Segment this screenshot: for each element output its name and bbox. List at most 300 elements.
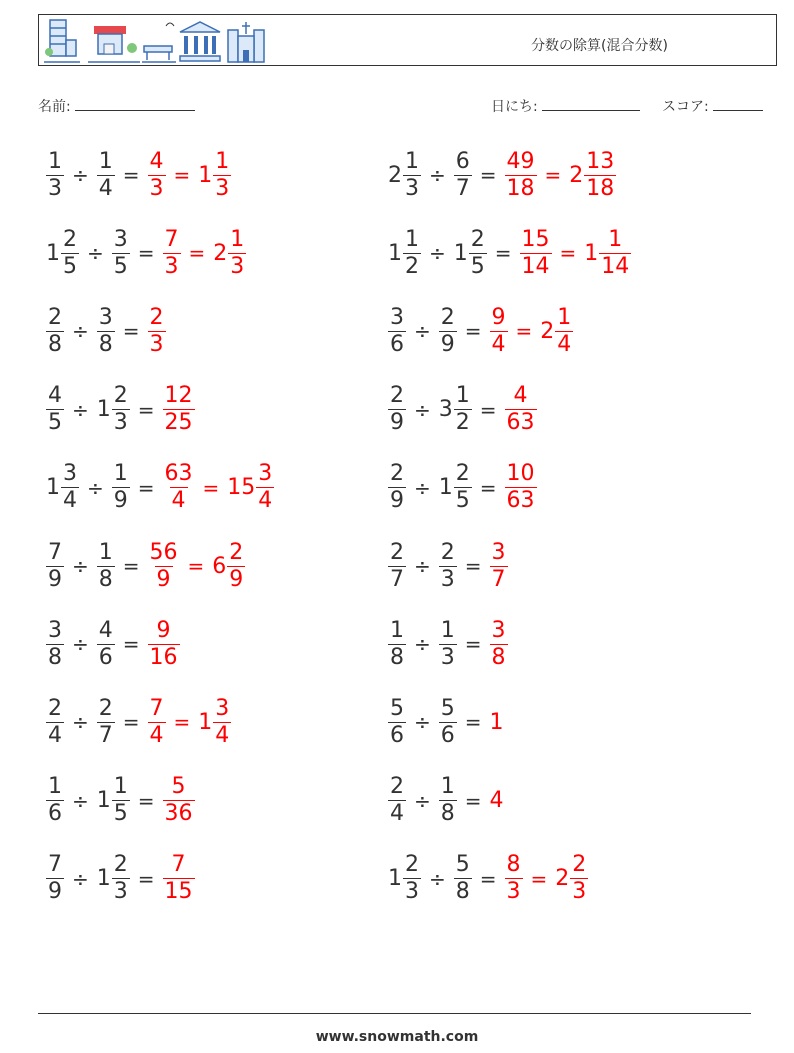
numerator: 1: [48, 774, 62, 800]
whole-number: 1: [46, 240, 60, 266]
problem-item: [46, 218, 246, 288]
numerator: 1: [48, 148, 62, 174]
answer-term: [505, 463, 537, 512]
problem-item: [388, 687, 505, 757]
fraction: [505, 385, 537, 434]
denominator: 4: [557, 331, 572, 357]
fraction: [505, 854, 523, 903]
fraction: [46, 695, 64, 748]
fraction: [46, 148, 64, 201]
equals-sign: =: [122, 163, 140, 187]
answer-term: [569, 148, 616, 201]
market-stall-icon: [88, 26, 140, 62]
fraction: [454, 463, 472, 512]
numerator: 2: [63, 226, 77, 252]
answer-term: [163, 226, 181, 279]
fraction: [46, 385, 64, 434]
fraction: [555, 304, 573, 357]
equals-sign: =: [544, 163, 562, 187]
fraction: [97, 304, 115, 357]
divide-sign: ÷: [414, 397, 431, 422]
equals-sign: =: [559, 241, 577, 266]
denominator: 16: [149, 644, 178, 670]
fraction: [163, 463, 195, 512]
numerator: 1: [608, 226, 623, 252]
denominator: 8: [455, 879, 470, 905]
fraction: [388, 463, 406, 512]
numerator: 7: [48, 539, 62, 565]
divide-sign: ÷: [72, 866, 89, 891]
score-label: スコア:: [662, 99, 709, 115]
denominator: 5: [455, 488, 470, 514]
problem-item: [388, 375, 537, 445]
answer-term: [490, 788, 505, 813]
operand: [46, 776, 64, 825]
numerator: 1: [440, 617, 455, 643]
numerator: 1: [215, 148, 230, 174]
equals-sign: =: [479, 163, 497, 187]
operand: [46, 695, 64, 748]
operand: [454, 854, 472, 903]
fraction: [46, 854, 64, 903]
denominator: 25: [164, 410, 193, 436]
whole-number: 1: [388, 866, 402, 892]
numerator: 4: [98, 617, 113, 643]
fraction: [112, 226, 130, 279]
denominator: 4: [215, 722, 230, 748]
operand: [46, 539, 64, 592]
fraction: [599, 226, 631, 279]
fraction: [584, 148, 616, 201]
answer-term: [490, 539, 508, 592]
numerator: 2: [390, 383, 404, 409]
numerator: 1: [405, 226, 419, 252]
fraction: [439, 539, 457, 592]
numerator: 2: [390, 539, 404, 565]
denominator: 9: [390, 410, 404, 436]
denominator: 9: [440, 331, 455, 357]
operand: [439, 539, 457, 592]
denominator: 3: [149, 175, 164, 201]
numerator: 8: [506, 852, 521, 878]
denominator: 2: [405, 253, 419, 279]
equals-sign: =: [137, 866, 155, 891]
numerator: 4: [149, 148, 164, 174]
denominator: 9: [48, 879, 62, 905]
denominator: 18: [586, 175, 615, 201]
denominator: 6: [48, 801, 62, 827]
numerator: 2: [440, 539, 455, 565]
equals-sign: =: [137, 241, 155, 266]
museum-icon: [180, 22, 220, 61]
answer-term: [505, 385, 537, 434]
operand: [388, 463, 406, 512]
numerator: 7: [171, 852, 186, 878]
operand: [388, 695, 406, 748]
denominator: 7: [455, 175, 470, 201]
numerator: 13: [586, 148, 615, 174]
numerator: 3: [113, 226, 128, 252]
answer-term: [198, 148, 231, 201]
fraction: [148, 539, 180, 592]
fraction: [490, 304, 508, 357]
operand: [97, 385, 130, 434]
problem-item: [388, 453, 537, 523]
divide-sign: ÷: [72, 710, 89, 735]
numerator: 3: [63, 461, 77, 487]
denominator: 3: [164, 253, 179, 279]
equals-sign: =: [137, 788, 155, 813]
operand: [439, 695, 457, 748]
denominator: 9: [113, 488, 128, 514]
answer-term: [213, 226, 246, 279]
operand: [97, 539, 115, 592]
whole-number: 1: [96, 866, 111, 892]
equals-sign: =: [122, 710, 140, 735]
equals-sign: =: [187, 554, 205, 578]
numerator: 7: [164, 226, 179, 252]
problem-item: [388, 609, 508, 679]
operand: [97, 617, 115, 670]
church-icon: [228, 22, 264, 62]
divide-sign: ÷: [429, 866, 446, 891]
operand: [97, 695, 115, 748]
name-label: 名前:: [38, 99, 71, 115]
divide-sign: ÷: [414, 475, 431, 500]
numerator: 3: [491, 617, 506, 643]
operand: [112, 226, 130, 279]
divide-sign: ÷: [72, 319, 89, 344]
denominator: 4: [491, 331, 506, 357]
operand: [388, 617, 406, 670]
date-label: 日にち:: [491, 99, 538, 115]
divide-sign: ÷: [87, 241, 104, 266]
answer-term: [148, 539, 180, 592]
fraction: [256, 463, 274, 512]
operand: [388, 304, 406, 357]
numerator: 12: [164, 383, 193, 409]
fraction: [439, 304, 457, 357]
operand: [388, 148, 421, 201]
denominator: 18: [506, 175, 535, 201]
whole-number: 4: [489, 788, 504, 814]
numerator: 1: [390, 617, 404, 643]
answer-term: [227, 463, 274, 512]
denominator: 5: [113, 253, 128, 279]
divide-sign: ÷: [72, 163, 89, 187]
numerator: 1: [113, 774, 128, 800]
numerator: 2: [470, 226, 485, 252]
equals-sign: =: [137, 397, 155, 422]
denominator: 9: [156, 566, 171, 592]
fraction: [403, 226, 421, 279]
worksheet-title: 分数の除算(混合分数): [531, 38, 668, 54]
equals-sign: =: [173, 163, 191, 187]
numerator: 2: [390, 461, 404, 487]
numerator: 1: [113, 461, 128, 487]
problem-item: [46, 531, 245, 601]
numerator: 6: [455, 148, 470, 174]
fraction: [388, 617, 406, 670]
equals-sign: =: [173, 710, 191, 735]
numerator: 1: [230, 226, 245, 252]
equals-sign: =: [479, 475, 497, 500]
denominator: 5: [470, 253, 485, 279]
denominator: 4: [63, 488, 77, 514]
whole-number: 2: [213, 240, 228, 266]
fraction: [490, 617, 508, 670]
whole-number: 1: [46, 475, 60, 501]
fraction: [46, 539, 64, 592]
operand: [97, 148, 115, 201]
operand: [388, 539, 406, 592]
divide-sign: ÷: [72, 632, 89, 657]
numerator: 56: [149, 539, 178, 565]
answer-term: [198, 695, 231, 748]
divide-sign: ÷: [72, 397, 89, 422]
equals-sign: =: [188, 241, 206, 266]
operand: [439, 617, 457, 670]
whole-number: 1: [438, 475, 453, 501]
numerator: 2: [98, 695, 113, 721]
numerator: 1: [557, 304, 572, 330]
fraction: [520, 226, 552, 279]
whole-number: 2: [555, 866, 570, 892]
fraction: [112, 385, 130, 434]
fraction: [227, 539, 245, 592]
operand: [112, 463, 130, 512]
problem-item: [388, 218, 631, 288]
operand: [388, 226, 421, 279]
numerator: 5: [440, 695, 455, 721]
numerator: 1: [440, 774, 455, 800]
numerator: 1: [405, 148, 419, 174]
equals-sign: =: [202, 475, 220, 500]
fraction: [148, 148, 166, 201]
denominator: 3: [506, 879, 521, 905]
whole-number: 2: [569, 162, 584, 188]
whole-number: 2: [540, 318, 555, 344]
operand: [97, 304, 115, 357]
numerator: 2: [405, 852, 419, 878]
fraction: [163, 854, 195, 903]
numerator: 3: [48, 617, 62, 643]
problem-item: [46, 844, 195, 914]
numerator: 5: [455, 852, 470, 878]
numerator: 1: [98, 539, 113, 565]
divide-sign: ÷: [414, 788, 431, 813]
numerator: 49: [506, 148, 535, 174]
answer-term: [505, 854, 523, 903]
office-building-icon: [44, 20, 80, 62]
fraction: [163, 776, 195, 825]
equals-sign: =: [479, 397, 497, 422]
numerator: 10: [506, 461, 535, 487]
whole-number: 1: [198, 162, 213, 188]
fraction: [213, 148, 231, 201]
fraction: [490, 539, 508, 592]
denominator: 8: [48, 644, 62, 670]
denominator: 4: [171, 488, 186, 514]
divide-sign: ÷: [429, 163, 446, 187]
numerator: 3: [98, 304, 113, 330]
operand: [46, 304, 64, 357]
whole-number: 1: [96, 788, 111, 814]
fraction: [213, 695, 231, 748]
numerator: 2: [572, 852, 587, 878]
denominator: 3: [572, 879, 587, 905]
whole-number: 1: [453, 240, 468, 266]
score-field: [662, 96, 763, 116]
park-bench-icon: [142, 23, 176, 62]
numerator: 1: [455, 383, 470, 409]
equals-sign: =: [479, 866, 497, 891]
whole-number: 1: [388, 240, 402, 266]
denominator: 2: [455, 410, 470, 436]
numerator: 3: [390, 304, 404, 330]
operand: [97, 854, 130, 903]
denominator: 9: [390, 488, 404, 514]
denominator: 8: [98, 566, 113, 592]
operand: [453, 226, 487, 279]
denominator: 6: [440, 722, 455, 748]
denominator: 14: [601, 253, 630, 279]
numerator: 4: [513, 383, 528, 409]
answer-term: [163, 854, 195, 903]
operand: [46, 148, 64, 201]
numerator: 2: [113, 852, 128, 878]
denominator: 7: [98, 722, 113, 748]
equals-sign: =: [137, 475, 155, 500]
answer-term: [163, 776, 195, 825]
denominator: 3: [149, 331, 164, 357]
fraction: [228, 226, 246, 279]
denominator: 63: [506, 410, 535, 436]
operand: [439, 463, 472, 512]
problem-item: [388, 844, 588, 914]
fraction: [46, 304, 64, 357]
equals-sign: =: [530, 866, 548, 891]
fraction: [388, 385, 406, 434]
operand: [388, 385, 406, 434]
equals-sign: =: [464, 710, 482, 735]
answer-term: [163, 463, 195, 512]
fraction: [505, 148, 537, 201]
problem-item: [388, 140, 616, 210]
divide-sign: ÷: [414, 710, 431, 735]
denominator: 3: [440, 566, 455, 592]
divide-sign: ÷: [414, 632, 431, 657]
operand: [97, 776, 130, 825]
divide-sign: ÷: [87, 475, 104, 500]
fraction: [403, 854, 421, 903]
numerator: 2: [229, 539, 244, 565]
denominator: 3: [113, 879, 128, 905]
denominator: 4: [48, 722, 62, 748]
operand: [46, 385, 64, 434]
problem-item: [46, 609, 180, 679]
denominator: 4: [149, 722, 164, 748]
denominator: 4: [390, 801, 404, 827]
whole-number: 6: [212, 553, 227, 579]
numerator: 7: [48, 852, 62, 878]
numerator: 9: [491, 304, 506, 330]
operand: [439, 776, 457, 825]
numerator: 2: [440, 304, 455, 330]
denominator: 8: [390, 644, 404, 670]
answer-term: [490, 617, 508, 670]
operand: [46, 463, 79, 512]
numerator: 5: [390, 695, 404, 721]
problem-item: [46, 687, 231, 757]
denominator: 3: [48, 175, 62, 201]
denominator: 3: [230, 253, 245, 279]
denominator: 15: [164, 879, 193, 905]
fraction: [61, 463, 79, 512]
answer-term: [148, 617, 180, 670]
denominator: 63: [506, 488, 535, 514]
problem-item: [46, 375, 195, 445]
denominator: 8: [98, 331, 113, 357]
equals-sign: =: [515, 319, 533, 344]
numerator: 3: [215, 695, 230, 721]
fraction: [163, 385, 195, 434]
numerator: 7: [149, 695, 164, 721]
numerator: 15: [521, 226, 550, 252]
fraction: [388, 776, 406, 825]
fraction: [97, 148, 115, 201]
divide-sign: ÷: [429, 241, 446, 266]
fraction: [388, 539, 406, 592]
equals-sign: =: [122, 632, 140, 657]
fraction: [454, 385, 472, 434]
problem-item: [388, 766, 505, 836]
numerator: 2: [113, 383, 128, 409]
numerator: 4: [48, 383, 62, 409]
numerator: 2: [48, 304, 62, 330]
problem-item: [46, 766, 195, 836]
numerator: 5: [171, 774, 186, 800]
denominator: 6: [390, 331, 404, 357]
problem-item: [388, 531, 508, 601]
numerator: 2: [455, 461, 470, 487]
denominator: 8: [48, 331, 62, 357]
footer-url: www.snowmath.com: [315, 1029, 479, 1045]
date-blank[interactable]: [542, 96, 640, 111]
whole-number: 15: [227, 475, 256, 501]
name-blank[interactable]: [75, 96, 195, 111]
fraction: [46, 617, 64, 670]
numerator: 3: [491, 539, 506, 565]
answer-term: [490, 304, 508, 357]
score-blank[interactable]: [713, 96, 763, 111]
numerator: 2: [48, 695, 62, 721]
whole-number: 1: [96, 397, 111, 423]
divide-sign: ÷: [72, 554, 89, 578]
denominator: 4: [258, 488, 273, 514]
answer-term: [555, 854, 588, 903]
denominator: 7: [390, 566, 404, 592]
fraction: [505, 463, 537, 512]
denominator: 9: [229, 566, 244, 592]
denominator: 36: [164, 801, 193, 827]
operand: [439, 304, 457, 357]
denominator: 6: [98, 644, 113, 670]
whole-number: 3: [438, 397, 453, 423]
whole-number: 1: [584, 240, 599, 266]
answer-term: [490, 710, 505, 735]
fraction: [148, 304, 166, 357]
